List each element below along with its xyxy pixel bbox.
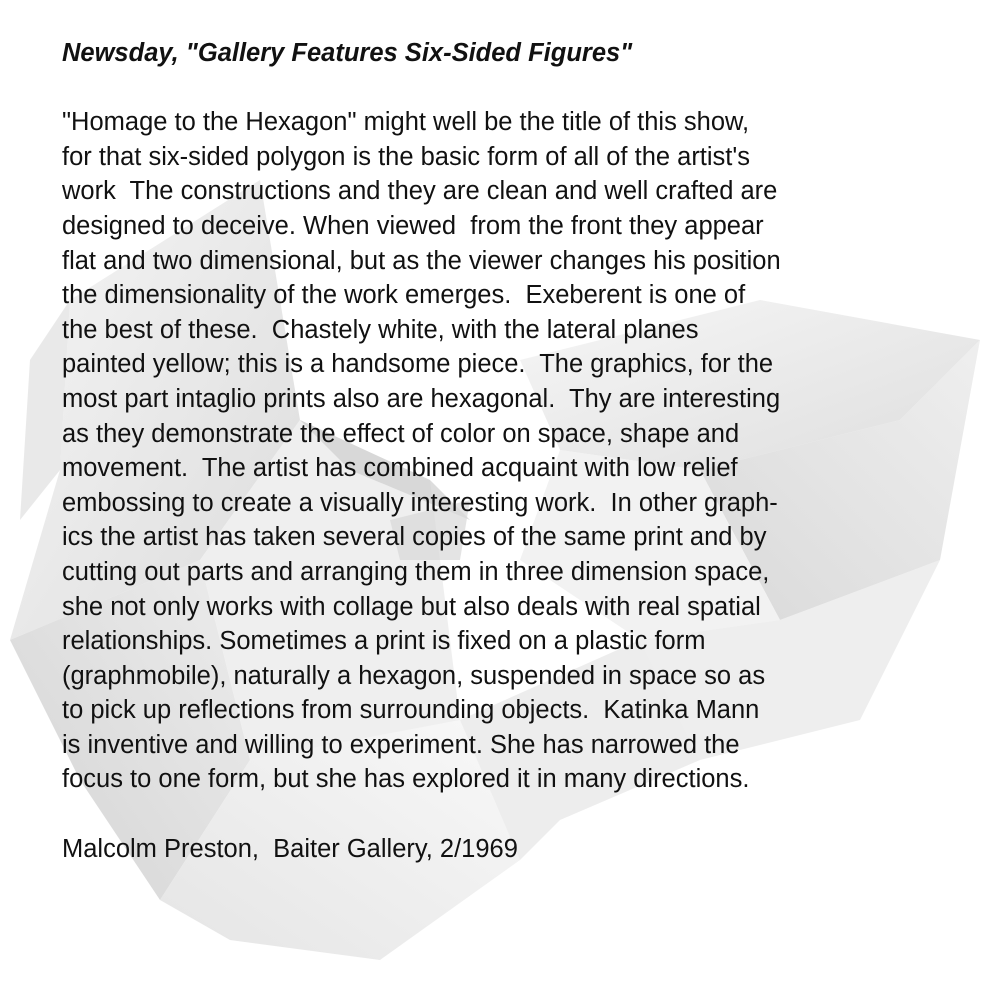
body-line: (graphmobile), naturally a hexagon, suspended in space so as bbox=[62, 661, 766, 690]
body-line: painted yellow; this is a handsome piece. The graphics, for the bbox=[62, 350, 774, 379]
body-line: relationships. Sometimes a print is fixed on a plastic form bbox=[62, 627, 706, 656]
body-line: focus to one form, but she has explored it in many directions. bbox=[62, 765, 750, 794]
body-line: movement. The artist has combined acquaint with low relief bbox=[62, 454, 738, 483]
body-line: is inventive and willing to experiment. She has narrowed the bbox=[62, 730, 740, 759]
article-body bbox=[62, 105, 962, 797]
body-line: for that six-sided polygon is the basic form of all of the artist's bbox=[62, 142, 751, 171]
body-line: "Homage to the Hexagon" might well be the title of this show, bbox=[62, 108, 750, 137]
body-line: designed to deceive. When viewed from the front they appear bbox=[62, 211, 764, 240]
body-line: ics the artist has taken several copies of the same print and by bbox=[62, 523, 767, 552]
body-line: embossing to create a visually interesting work. In other graph- bbox=[62, 488, 778, 517]
body-line: the dimensionality of the work emerges. Exeberent is one of bbox=[62, 281, 746, 310]
article bbox=[62, 36, 962, 866]
body-line: flat and two dimensional, but as the viewer changes his position bbox=[62, 246, 781, 275]
body-line: most part intaglio prints also are hexagonal. Thy are interesting bbox=[62, 384, 781, 413]
body-line: she not only works with collage but also deals with real spatial bbox=[62, 592, 761, 621]
article-byline: Malcolm Preston, Baiter Gallery, 2/1969 bbox=[62, 834, 518, 863]
article-headline: Newsday, "Gallery Features Six-Sided Figures" bbox=[62, 39, 633, 67]
body-line: as they demonstrate the effect of color on space, shape and bbox=[62, 419, 740, 448]
body-line: work The constructions and they are clean and well crafted are bbox=[62, 177, 778, 206]
body-line: cutting out parts and arranging them in three dimension space, bbox=[62, 557, 770, 586]
body-line: the best of these. Chastely white, with the lateral planes bbox=[62, 315, 699, 344]
body-line: to pick up reflections from surrounding objects. Katinka Mann bbox=[62, 696, 760, 725]
